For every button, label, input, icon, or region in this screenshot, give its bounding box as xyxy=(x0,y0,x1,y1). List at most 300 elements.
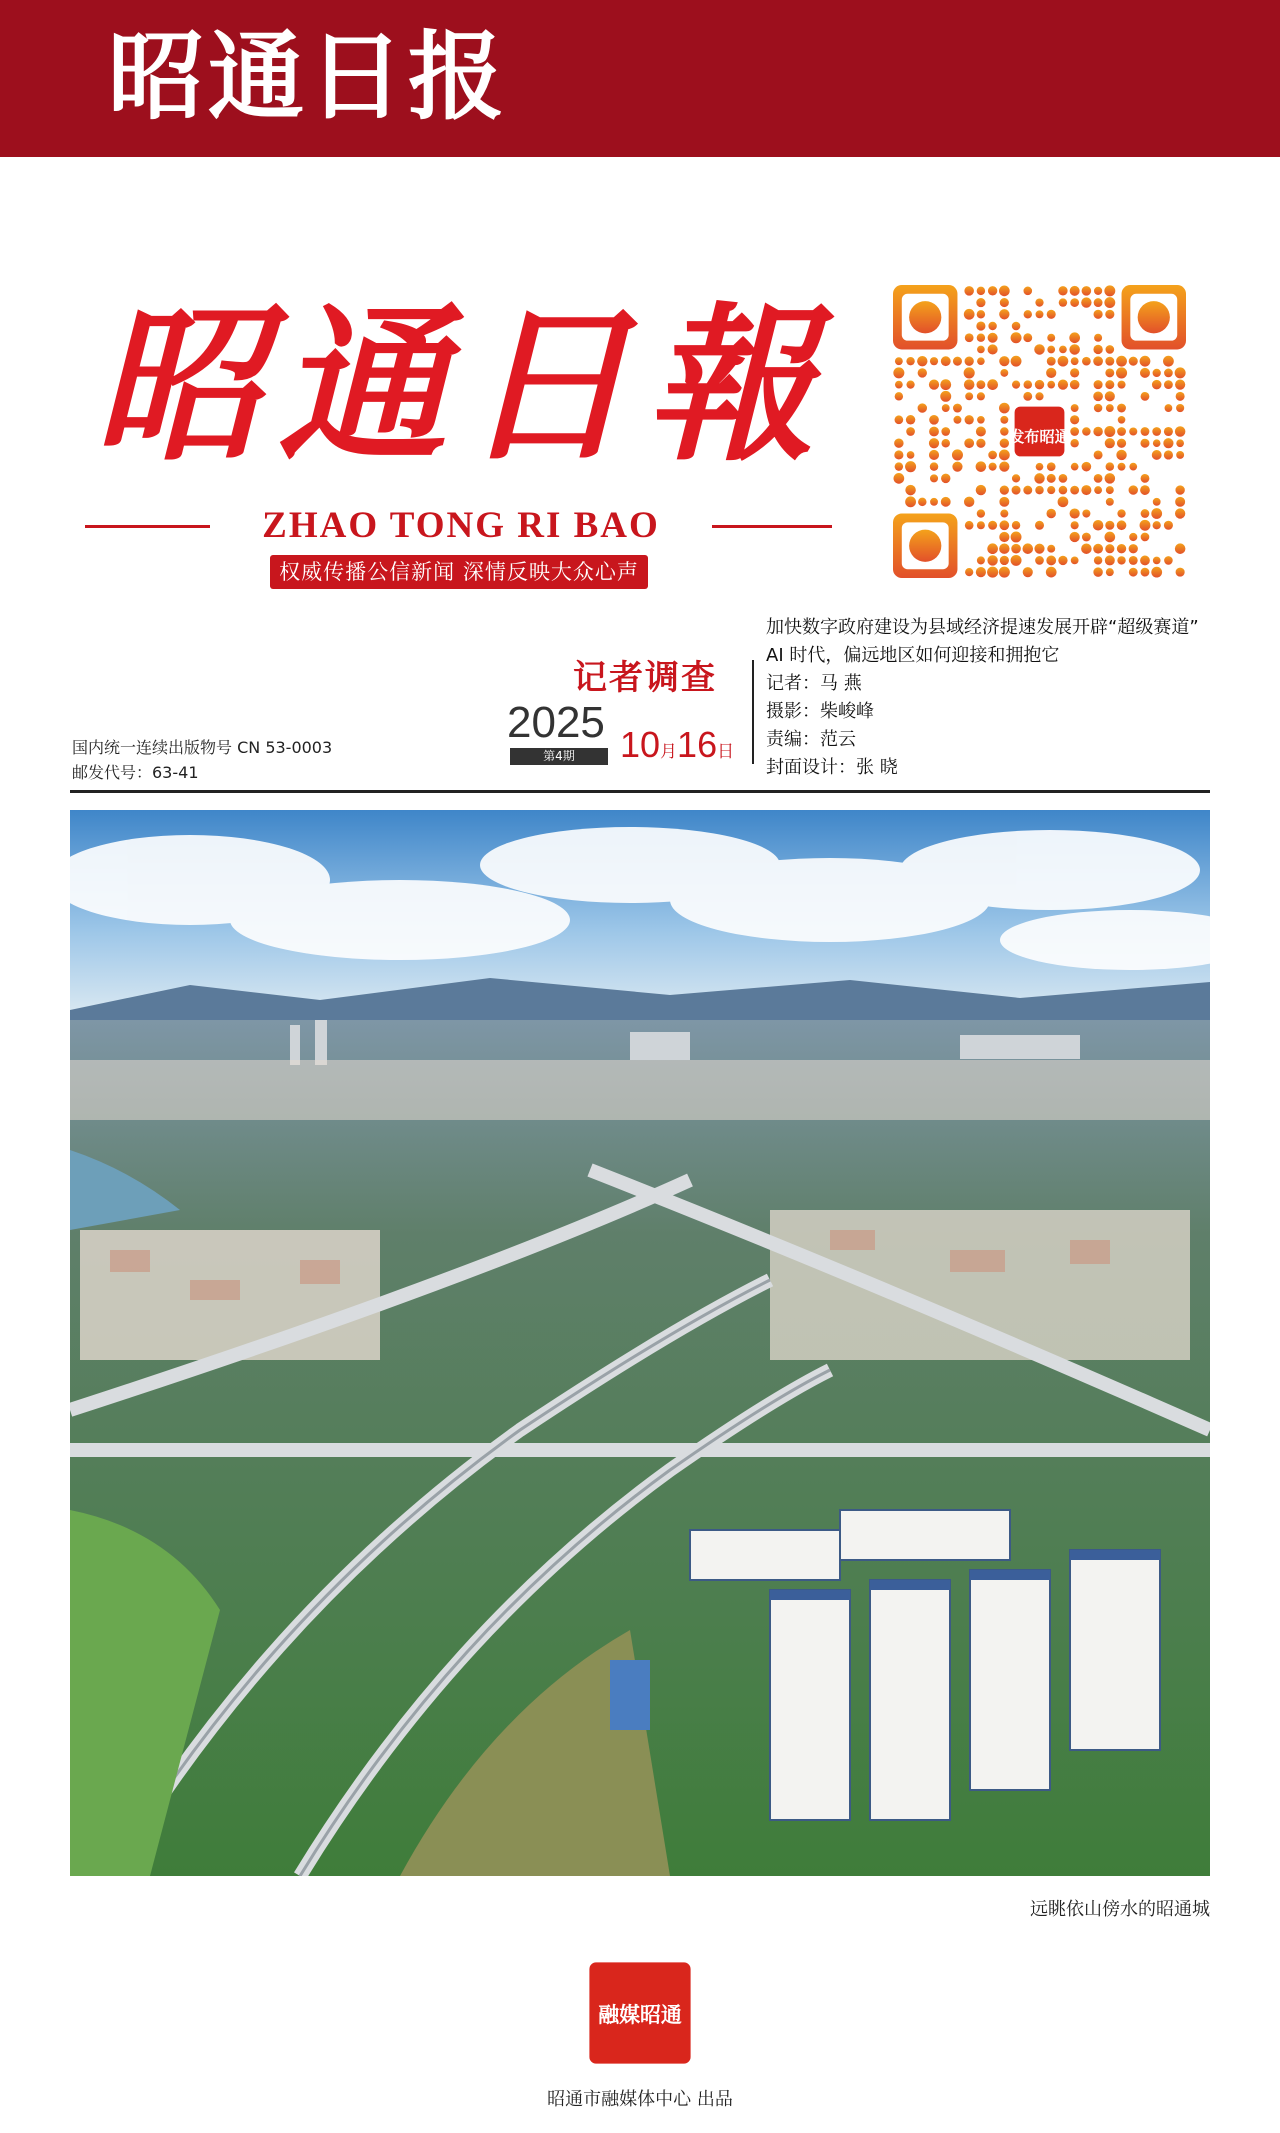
qr-module xyxy=(1176,568,1185,577)
issue-year: 2025 xyxy=(507,698,605,747)
qr-module xyxy=(989,463,997,471)
qr-module xyxy=(999,309,1009,319)
qr-module xyxy=(1024,310,1032,318)
qr-module xyxy=(907,451,915,459)
qr-module xyxy=(1129,463,1137,471)
qr-module xyxy=(918,498,926,506)
qr-module xyxy=(930,498,938,506)
qr-module xyxy=(1047,462,1056,471)
credit-photographer: 摄影：柴峻峰 xyxy=(766,701,874,722)
qr-module xyxy=(965,333,974,342)
qr-module xyxy=(1047,474,1056,483)
qr-module xyxy=(1175,380,1185,390)
qr-module xyxy=(976,380,985,389)
qr-code-graphic xyxy=(893,285,1186,578)
qr-module xyxy=(999,497,1009,507)
qr-module xyxy=(929,380,939,390)
top-banner xyxy=(0,0,1280,157)
qr-module xyxy=(1047,381,1055,389)
qr-module xyxy=(1000,416,1008,424)
qr-module xyxy=(976,567,986,577)
qr-module xyxy=(1105,368,1114,377)
qr-module xyxy=(1035,298,1043,306)
publication-info xyxy=(72,735,332,785)
qr-module xyxy=(1012,322,1021,331)
qr-module xyxy=(1117,544,1126,553)
qr-module xyxy=(1175,508,1185,518)
qr-module xyxy=(952,462,962,472)
qr-module xyxy=(1035,556,1044,565)
qr-module xyxy=(905,461,916,472)
qr-module xyxy=(1117,556,1125,564)
logo-text: 融媒昭通 xyxy=(598,2002,682,2027)
qr-module xyxy=(1071,404,1079,412)
qr-module xyxy=(987,379,998,390)
headline-2[interactable]: AI 时代，偏远地区如何迎接和拥抱它 xyxy=(766,645,1060,666)
qr-module xyxy=(1106,568,1114,576)
qr-module xyxy=(1012,486,1021,495)
qr-module xyxy=(1106,498,1114,506)
qr-module xyxy=(1129,357,1138,366)
masthead-pinyin: ZHAO TONG RI BAO xyxy=(262,505,660,546)
qr-module xyxy=(940,391,951,402)
qr-module xyxy=(999,286,1010,297)
qr-module xyxy=(1047,486,1055,494)
qr-module xyxy=(1059,346,1067,354)
qr-module xyxy=(1047,346,1055,354)
qr-module xyxy=(1000,556,1009,565)
qr-module xyxy=(987,543,998,554)
issue-month-unit: 月 xyxy=(660,742,678,761)
qr-module xyxy=(1141,474,1150,483)
qr-module xyxy=(988,521,997,530)
qr-module xyxy=(953,404,962,413)
qr-module xyxy=(895,462,903,470)
qr-module xyxy=(1012,381,1020,389)
qr-module xyxy=(1012,474,1020,482)
qr-module xyxy=(1070,368,1079,377)
credit-editor: 责编：范云 xyxy=(766,729,856,750)
qr-module xyxy=(1105,380,1114,389)
qr-code[interactable] xyxy=(893,285,1186,578)
qr-module xyxy=(1153,521,1161,529)
issue-day-unit: 日 xyxy=(717,742,735,761)
qr-module xyxy=(1059,298,1067,306)
qr-module xyxy=(1129,485,1138,494)
qr-module xyxy=(1036,463,1044,471)
qr-module xyxy=(977,509,985,517)
qr-module xyxy=(1093,392,1103,402)
section-title: 记者调查 xyxy=(573,658,717,698)
qr-module xyxy=(1047,310,1056,319)
headline-1[interactable]: 加快数字政府建设为县域经济提速发展开辟“超级赛道” xyxy=(766,617,1199,638)
qr-module xyxy=(999,356,1009,366)
qr-module xyxy=(1081,543,1092,554)
qr-module xyxy=(1081,297,1091,307)
qr-module xyxy=(1140,356,1151,367)
qr-module xyxy=(977,346,985,354)
qr-module xyxy=(965,568,973,576)
qr-module xyxy=(1176,392,1185,401)
qr-module xyxy=(1023,287,1032,296)
qr-module xyxy=(1094,556,1102,564)
qr-module xyxy=(1070,439,1078,447)
qr-module xyxy=(977,357,985,365)
qr-module xyxy=(1151,508,1162,519)
qr-module xyxy=(1011,332,1022,343)
qr-module xyxy=(1058,556,1067,565)
qr-module xyxy=(929,415,939,425)
qr-module xyxy=(1105,555,1115,565)
qr-module xyxy=(1104,285,1115,296)
qr-module xyxy=(1070,298,1079,307)
issue-day: 16 xyxy=(677,724,718,765)
qr-module xyxy=(1046,567,1057,578)
qr-module xyxy=(1164,450,1173,459)
qr-module xyxy=(976,298,985,307)
qr-module xyxy=(1106,345,1115,354)
qr-module xyxy=(965,521,974,530)
qr-module xyxy=(1129,556,1138,565)
qr-module xyxy=(1093,356,1103,366)
qr-module xyxy=(1153,557,1161,565)
qr-module xyxy=(1152,427,1161,436)
qr-module xyxy=(1163,438,1173,448)
qr-module xyxy=(1022,543,1033,554)
qr-module xyxy=(1070,508,1080,518)
qr-module xyxy=(1093,520,1104,531)
qr-module xyxy=(905,485,915,495)
vertical-divider xyxy=(752,660,754,764)
photo-caption: 远眺依山傍水的昭通城 xyxy=(1030,1899,1210,1920)
qr-module xyxy=(1176,404,1184,412)
qr-module xyxy=(1023,486,1032,495)
qr-module xyxy=(905,496,916,507)
qr-module xyxy=(1047,545,1055,553)
qr-module xyxy=(1000,485,1009,494)
qr-module xyxy=(1094,310,1103,319)
qr-module xyxy=(1046,368,1056,378)
credit-reporter: 记者：马 燕 xyxy=(766,673,862,694)
qr-module xyxy=(906,427,915,436)
credits-list xyxy=(766,670,898,782)
qr-module xyxy=(1151,567,1162,578)
footer-publisher: 昭通市融媒体中心 出品 xyxy=(547,2089,733,2110)
qr-module xyxy=(1164,369,1173,378)
qr-module xyxy=(941,356,951,366)
qr-module xyxy=(1093,544,1103,554)
qr-module xyxy=(1141,509,1150,518)
qr-module xyxy=(1152,380,1162,390)
qr-module xyxy=(965,415,974,424)
qr-module xyxy=(1069,344,1080,355)
qr-module xyxy=(893,367,904,378)
qr-module xyxy=(1105,438,1115,448)
qr-module xyxy=(1023,567,1033,577)
qr-module xyxy=(1000,369,1008,377)
qr-module xyxy=(999,450,1010,461)
qr-module xyxy=(930,474,938,482)
issue-date xyxy=(620,722,734,776)
qr-module xyxy=(941,497,951,507)
qr-module xyxy=(1023,333,1032,342)
qr-module xyxy=(929,450,939,460)
qr-module xyxy=(1118,463,1126,471)
qr-module xyxy=(964,438,974,448)
qr-module xyxy=(929,427,939,437)
qr-module xyxy=(1165,404,1173,412)
qr-module xyxy=(1141,568,1150,577)
qr-module xyxy=(1035,380,1044,389)
qr-module xyxy=(1059,474,1068,483)
qr-module xyxy=(930,357,938,365)
qr-module xyxy=(941,439,950,448)
qr-module xyxy=(1094,486,1102,494)
qr-module xyxy=(988,333,998,343)
qr-module xyxy=(895,392,903,400)
qr-module xyxy=(1105,473,1116,484)
qr-module xyxy=(1093,345,1102,354)
qr-module xyxy=(977,310,985,318)
qr-module xyxy=(1140,485,1150,495)
qr-module xyxy=(1011,555,1022,566)
qr-module xyxy=(1094,334,1102,342)
cover-photo-graphic xyxy=(70,810,1210,1876)
qr-module xyxy=(1093,427,1102,436)
qr-module xyxy=(1153,498,1161,506)
qr-module xyxy=(1105,310,1114,319)
qr-module xyxy=(1094,287,1102,295)
qr-module xyxy=(988,451,997,460)
qr-module xyxy=(941,474,950,483)
qr-module xyxy=(906,357,914,365)
qr-module xyxy=(976,485,986,495)
qr-module xyxy=(953,357,962,366)
cover-photo xyxy=(70,810,1210,1876)
qr-module xyxy=(1105,521,1114,530)
qr-module xyxy=(987,555,997,565)
qr-module xyxy=(1164,427,1173,436)
qr-module xyxy=(1140,439,1149,448)
qr-module xyxy=(977,556,985,564)
qr-module xyxy=(1175,485,1184,494)
qr-module xyxy=(1118,381,1126,389)
qr-module xyxy=(1104,297,1115,308)
qr-module xyxy=(1175,543,1186,554)
masthead-rule-right xyxy=(712,525,832,528)
qr-module xyxy=(1035,486,1043,494)
qr-module xyxy=(1059,486,1068,495)
qr-module xyxy=(1012,521,1020,529)
qr-module xyxy=(893,473,904,484)
qr-module xyxy=(1082,533,1091,542)
qr-module xyxy=(952,449,963,460)
qr-module xyxy=(1070,532,1080,542)
qr-module xyxy=(941,427,950,436)
qr-module xyxy=(906,415,915,424)
qr-module xyxy=(1094,380,1103,389)
qr-module xyxy=(930,462,938,470)
qr-module xyxy=(977,521,985,529)
issue-number-badge: 第4期 xyxy=(510,748,608,765)
qr-module xyxy=(1070,286,1080,296)
qr-module xyxy=(977,416,985,424)
qr-module xyxy=(964,286,974,296)
qr-module xyxy=(1011,532,1022,543)
qr-module xyxy=(1047,334,1055,342)
media-center-logo-graphic xyxy=(585,1958,695,2068)
issue-month: 10 xyxy=(620,724,661,765)
media-center-logo xyxy=(585,1958,695,2068)
qr-module xyxy=(940,379,951,390)
qr-module xyxy=(895,357,903,365)
qr-module xyxy=(1024,380,1032,388)
qr-module xyxy=(1117,404,1126,413)
qr-module xyxy=(964,367,975,378)
headline-list xyxy=(766,614,1266,670)
qr-module xyxy=(1000,510,1008,518)
qr-module xyxy=(1034,344,1045,355)
qr-module xyxy=(964,309,975,320)
banner-title: 昭通日报 xyxy=(108,21,508,133)
qr-module xyxy=(1093,567,1102,576)
qr-module xyxy=(1058,380,1068,390)
main-divider xyxy=(70,790,1210,793)
qr-module xyxy=(1070,427,1079,436)
qr-module xyxy=(1106,486,1114,494)
qr-module xyxy=(987,567,998,578)
qr-module xyxy=(1129,533,1137,541)
qr-module xyxy=(1129,544,1138,553)
masthead-title: 昭通日報 xyxy=(94,286,830,484)
qr-module xyxy=(918,403,927,412)
qr-module xyxy=(977,287,985,295)
qr-module xyxy=(988,286,997,295)
qr-module xyxy=(1011,356,1022,367)
qr-module xyxy=(895,381,903,389)
qr-module xyxy=(1058,286,1067,295)
qr-module xyxy=(1129,568,1138,577)
qr-module xyxy=(1117,520,1127,530)
qr-module xyxy=(1104,426,1115,437)
qr-module xyxy=(1129,427,1137,435)
qr-module xyxy=(1175,367,1186,378)
qr-module xyxy=(1071,357,1079,365)
qr-module xyxy=(1046,509,1056,519)
qr-module xyxy=(1175,426,1185,436)
qr-module xyxy=(1141,533,1150,542)
qr-module xyxy=(895,415,904,424)
qr-module xyxy=(1000,298,1009,307)
qr-module xyxy=(1094,474,1103,483)
qr-module xyxy=(1164,556,1173,565)
qr-module xyxy=(953,416,961,424)
serial-number: 国内统一连续出版物号 CN 53-0003 xyxy=(72,738,333,757)
qr-module xyxy=(1164,380,1173,389)
qr-module xyxy=(1036,310,1044,318)
qr-module xyxy=(999,543,1009,553)
qr-module xyxy=(965,392,973,400)
qr-module xyxy=(1140,368,1150,378)
qr-module xyxy=(1176,451,1184,459)
qr-module xyxy=(976,426,986,436)
qr-module xyxy=(1058,496,1069,507)
qr-module xyxy=(1034,544,1044,554)
qr-module xyxy=(988,322,996,330)
qr-module xyxy=(1035,521,1044,530)
qr-module xyxy=(1175,497,1185,507)
qr-module xyxy=(976,439,985,448)
qr-module xyxy=(1071,521,1079,529)
qr-module xyxy=(999,567,1010,578)
qr-module xyxy=(1094,450,1103,459)
qr-module xyxy=(894,450,903,459)
qr-module xyxy=(1116,367,1127,378)
qr-module xyxy=(1141,392,1150,401)
qr-module xyxy=(1116,356,1127,367)
qr-module xyxy=(1152,450,1162,460)
qr-module xyxy=(1071,463,1079,471)
qr-module xyxy=(1117,439,1126,448)
qr-module xyxy=(894,439,903,448)
qr-module xyxy=(964,497,974,507)
qr-module xyxy=(1082,286,1092,296)
qr-center-text: 发布昭通 xyxy=(1009,427,1070,446)
qr-module xyxy=(1140,556,1150,566)
qr-module xyxy=(999,532,1009,542)
qr-module xyxy=(976,461,987,472)
qr-module xyxy=(1070,415,1079,424)
qr-module xyxy=(1163,356,1174,367)
qr-module xyxy=(1117,427,1126,436)
qr-module xyxy=(1047,357,1056,366)
qr-module xyxy=(977,334,985,342)
qr-module xyxy=(1000,439,1009,448)
qr-module xyxy=(1141,427,1150,436)
qr-module xyxy=(906,380,914,388)
qr-module xyxy=(1058,356,1069,367)
qr-module xyxy=(1118,416,1126,424)
qr-module xyxy=(1082,462,1092,472)
qr-module xyxy=(918,368,927,377)
qr-module xyxy=(1105,544,1114,553)
qr-module xyxy=(917,356,927,366)
qr-module xyxy=(1105,357,1114,366)
qr-module xyxy=(1104,532,1115,543)
qr-module xyxy=(1070,380,1080,390)
qr-module xyxy=(988,344,998,354)
qr-module xyxy=(1105,391,1115,401)
qr-module xyxy=(1082,509,1090,517)
qr-module xyxy=(999,403,1010,414)
qr-module xyxy=(1046,556,1056,566)
qr-module xyxy=(1035,392,1043,400)
qr-module xyxy=(1106,404,1114,412)
qr-module xyxy=(1034,473,1044,483)
masthead-rule-left xyxy=(85,525,210,528)
qr-module xyxy=(964,379,975,390)
qr-module xyxy=(977,392,985,400)
qr-module xyxy=(1140,520,1151,531)
credit-cover-design: 封面设计：张 晓 xyxy=(766,757,898,778)
qr-module xyxy=(1176,439,1184,447)
qr-module xyxy=(929,438,939,448)
qr-module xyxy=(1094,404,1102,412)
masthead xyxy=(82,286,842,505)
qr-module xyxy=(1000,427,1008,435)
qr-module xyxy=(1117,509,1125,517)
qr-module xyxy=(1081,485,1091,495)
